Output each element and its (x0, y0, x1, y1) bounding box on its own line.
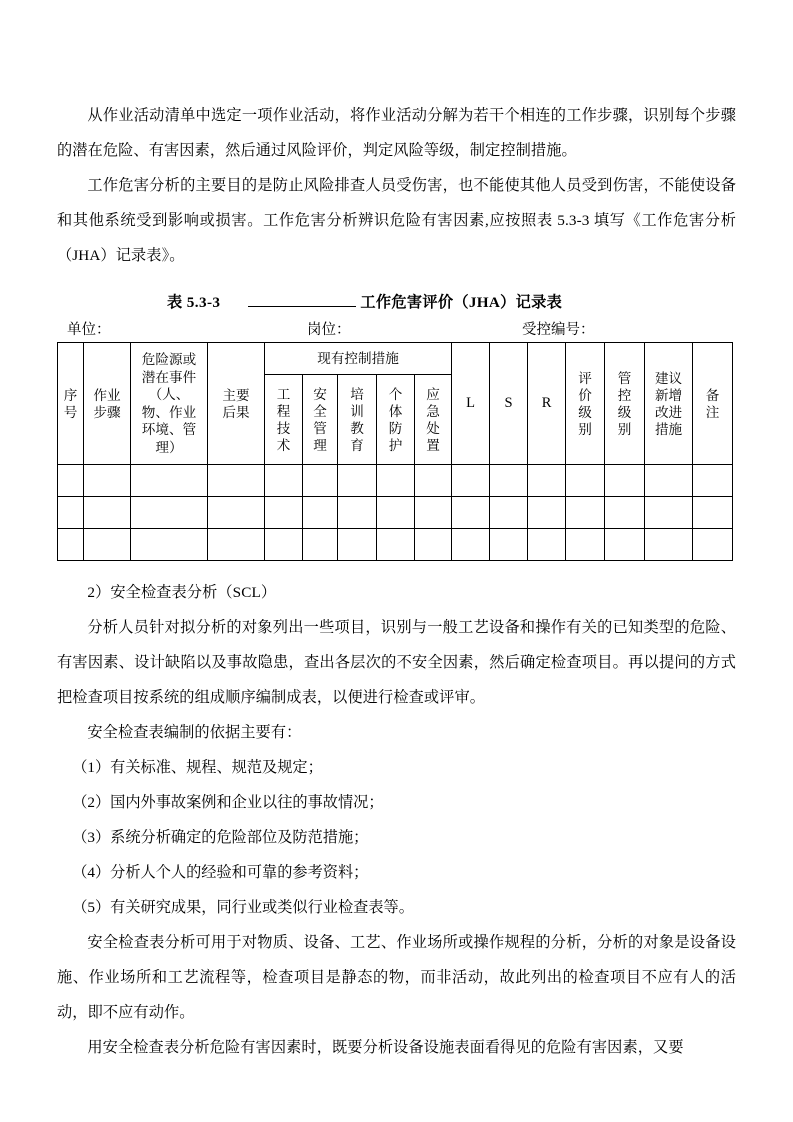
cell-s[interactable] (490, 497, 528, 529)
cell-mgmt-level[interactable] (605, 497, 645, 529)
cell-hazard[interactable] (131, 497, 208, 529)
section-heading-scl: 2）安全检查表分析（SCL） (87, 584, 277, 601)
table-meta-line (57, 318, 736, 342)
header-cell-suggestion: 建议新增改进措施 (645, 343, 693, 465)
cell-l[interactable] (452, 529, 490, 561)
cell-control-ppe[interactable] (377, 529, 415, 561)
cell-s[interactable] (490, 465, 528, 497)
cell-control-training[interactable] (338, 465, 377, 497)
cell-remark[interactable] (693, 465, 733, 497)
cell-step[interactable] (84, 497, 131, 529)
header-cell-l: L (452, 343, 490, 465)
table-row[interactable] (58, 529, 733, 561)
header-cell-control-group: 现有控制措施 (265, 343, 452, 375)
header-cell-mgmt-level: 管控级别 (605, 343, 645, 465)
cell-control-ppe[interactable] (377, 497, 415, 529)
table-bottom-gap (57, 561, 736, 575)
cell-control-training[interactable] (338, 497, 377, 529)
cell-consequence[interactable] (208, 497, 265, 529)
paragraph-jha-purpose: 工作危害分析的主要目的是防止风险排查人员受伤害，也不能使其他人员受到伤害，不能使设备和其他系统受到影响或损害。工作危害分析辨识危险有害因素,应按照表 5.3-3 填写《工作危害分析（JHA）记录表》。 (57, 177, 736, 264)
meta-post-label: 岗位： (307, 322, 351, 338)
table-caption (57, 289, 736, 316)
cell-control-emergency[interactable] (415, 497, 452, 529)
cell-mgmt-level[interactable] (605, 465, 645, 497)
cell-seq[interactable] (58, 529, 84, 561)
paragraph-scl-description: 分析人员针对拟分析的对象列出一些项目，识别与一般工艺设备和操作有关的已知类型的危险、有害因素、设计缺陷以及事故隐患，查出各层次的不安全因素，然后确定检查项目。再以提问的方式把检查项目按系统的组成顺序编制成表，以便进行检查或评审。 (57, 619, 736, 706)
cell-control-emergency[interactable] (415, 465, 452, 497)
paragraph-scl-scope: 安全检查表分析可用于对物质、设备、工艺、作业场所或操作规程的分析，分析的对象是设备设施、作业场所和工艺流程等，检查项目是静态的物，而非活动，故此列出的检查项目不应有人的活动，即不应有动作。 (57, 934, 736, 1021)
cell-seq[interactable] (58, 465, 84, 497)
cell-control-ppe[interactable] (377, 465, 415, 497)
cell-consequence[interactable] (208, 465, 265, 497)
cell-control-safety-mgmt[interactable] (303, 497, 338, 529)
table-header-row-1 (58, 343, 733, 375)
cell-control-training[interactable] (338, 529, 377, 561)
cell-eval-level[interactable] (566, 497, 605, 529)
cell-control-safety-mgmt[interactable] (303, 529, 338, 561)
header-cell-eval-level: 评价级别 (566, 343, 605, 465)
cell-eval-level[interactable] (566, 529, 605, 561)
header-cell-remark: 备注 (693, 343, 733, 465)
cell-l[interactable] (452, 465, 490, 497)
paragraph-scl-basis-intro: 安全检查表编制的依据主要有： (87, 724, 302, 741)
table-row[interactable] (58, 497, 733, 529)
header-cell-control-safety-mgmt: 安全管理 (303, 375, 338, 465)
cell-remark[interactable] (693, 529, 733, 561)
cell-r[interactable] (528, 529, 566, 561)
cell-r[interactable] (528, 497, 566, 529)
header-cell-control-training: 培训教育 (338, 375, 377, 465)
cell-step[interactable] (84, 465, 131, 497)
header-cell-step: 作业步骤 (84, 343, 131, 465)
cell-step[interactable] (84, 529, 131, 561)
jha-record-table (57, 342, 733, 561)
cell-control-engineering[interactable] (265, 465, 303, 497)
cell-control-engineering[interactable] (265, 529, 303, 561)
meta-unit-label: 单位： (67, 322, 111, 338)
basis-list-item-1: （1）有关标准、规程、规范及规定； (72, 759, 323, 776)
meta-control-no-label: 受控编号： (522, 322, 595, 338)
table-caption-blank-field[interactable] (248, 289, 356, 307)
top-margin-spacer (57, 0, 736, 98)
basis-list-item-5: （5）有关研究成果，同行业或类似行业检查表等。 (72, 899, 414, 916)
cell-control-engineering[interactable] (265, 497, 303, 529)
table-number: 表 5.3-3 (167, 294, 221, 311)
cell-hazard[interactable] (131, 465, 208, 497)
cell-seq[interactable] (58, 497, 84, 529)
cell-s[interactable] (490, 529, 528, 561)
cell-l[interactable] (452, 497, 490, 529)
header-cell-control-ppe: 个体防护 (377, 375, 415, 465)
table-row[interactable] (58, 465, 733, 497)
cell-r[interactable] (528, 465, 566, 497)
cell-suggestion[interactable] (645, 497, 693, 529)
cell-control-safety-mgmt[interactable] (303, 465, 338, 497)
header-cell-control-engineering: 工程技术 (265, 375, 303, 465)
cell-mgmt-level[interactable] (605, 529, 645, 561)
header-cell-hazard: 危险源或潜在事件（人、物、作业环境、管理） (131, 343, 208, 465)
cell-suggestion[interactable] (645, 465, 693, 497)
cell-suggestion[interactable] (645, 529, 693, 561)
header-cell-r: R (528, 343, 566, 465)
header-cell-control-emergency: 应急处置 (415, 375, 452, 465)
basis-list-item-4: （4）分析人个人的经验和可靠的参考资料； (72, 864, 369, 881)
cell-hazard[interactable] (131, 529, 208, 561)
header-cell-consequence: 主要后果 (208, 343, 265, 465)
cell-control-emergency[interactable] (415, 529, 452, 561)
header-cell-seq: 序号 (58, 343, 84, 465)
cell-eval-level[interactable] (566, 465, 605, 497)
cell-consequence[interactable] (208, 529, 265, 561)
paragraph-jha-intro: 从作业活动清单中选定一项作业活动，将作业活动分解为若干个相连的工作步骤，识别每个步骤的潜在危险、有害因素，然后通过风险评价，判定风险等级，制定控制措施。 (57, 107, 736, 159)
basis-list-item-3: （3）系统分析确定的危险部位及防范措施； (72, 829, 369, 846)
table-name: 工作危害评价（JHA）记录表 (360, 294, 563, 311)
basis-list-item-2: （2）国内外事故案例和企业以往的事故情况； (72, 794, 384, 811)
cell-remark[interactable] (693, 497, 733, 529)
header-cell-s: S (490, 343, 528, 465)
paragraph-scl-continued: 用安全检查表分析危险有害因素时，既要分析设备设施表面看得见的危险有害因素，又要 (87, 1039, 684, 1056)
